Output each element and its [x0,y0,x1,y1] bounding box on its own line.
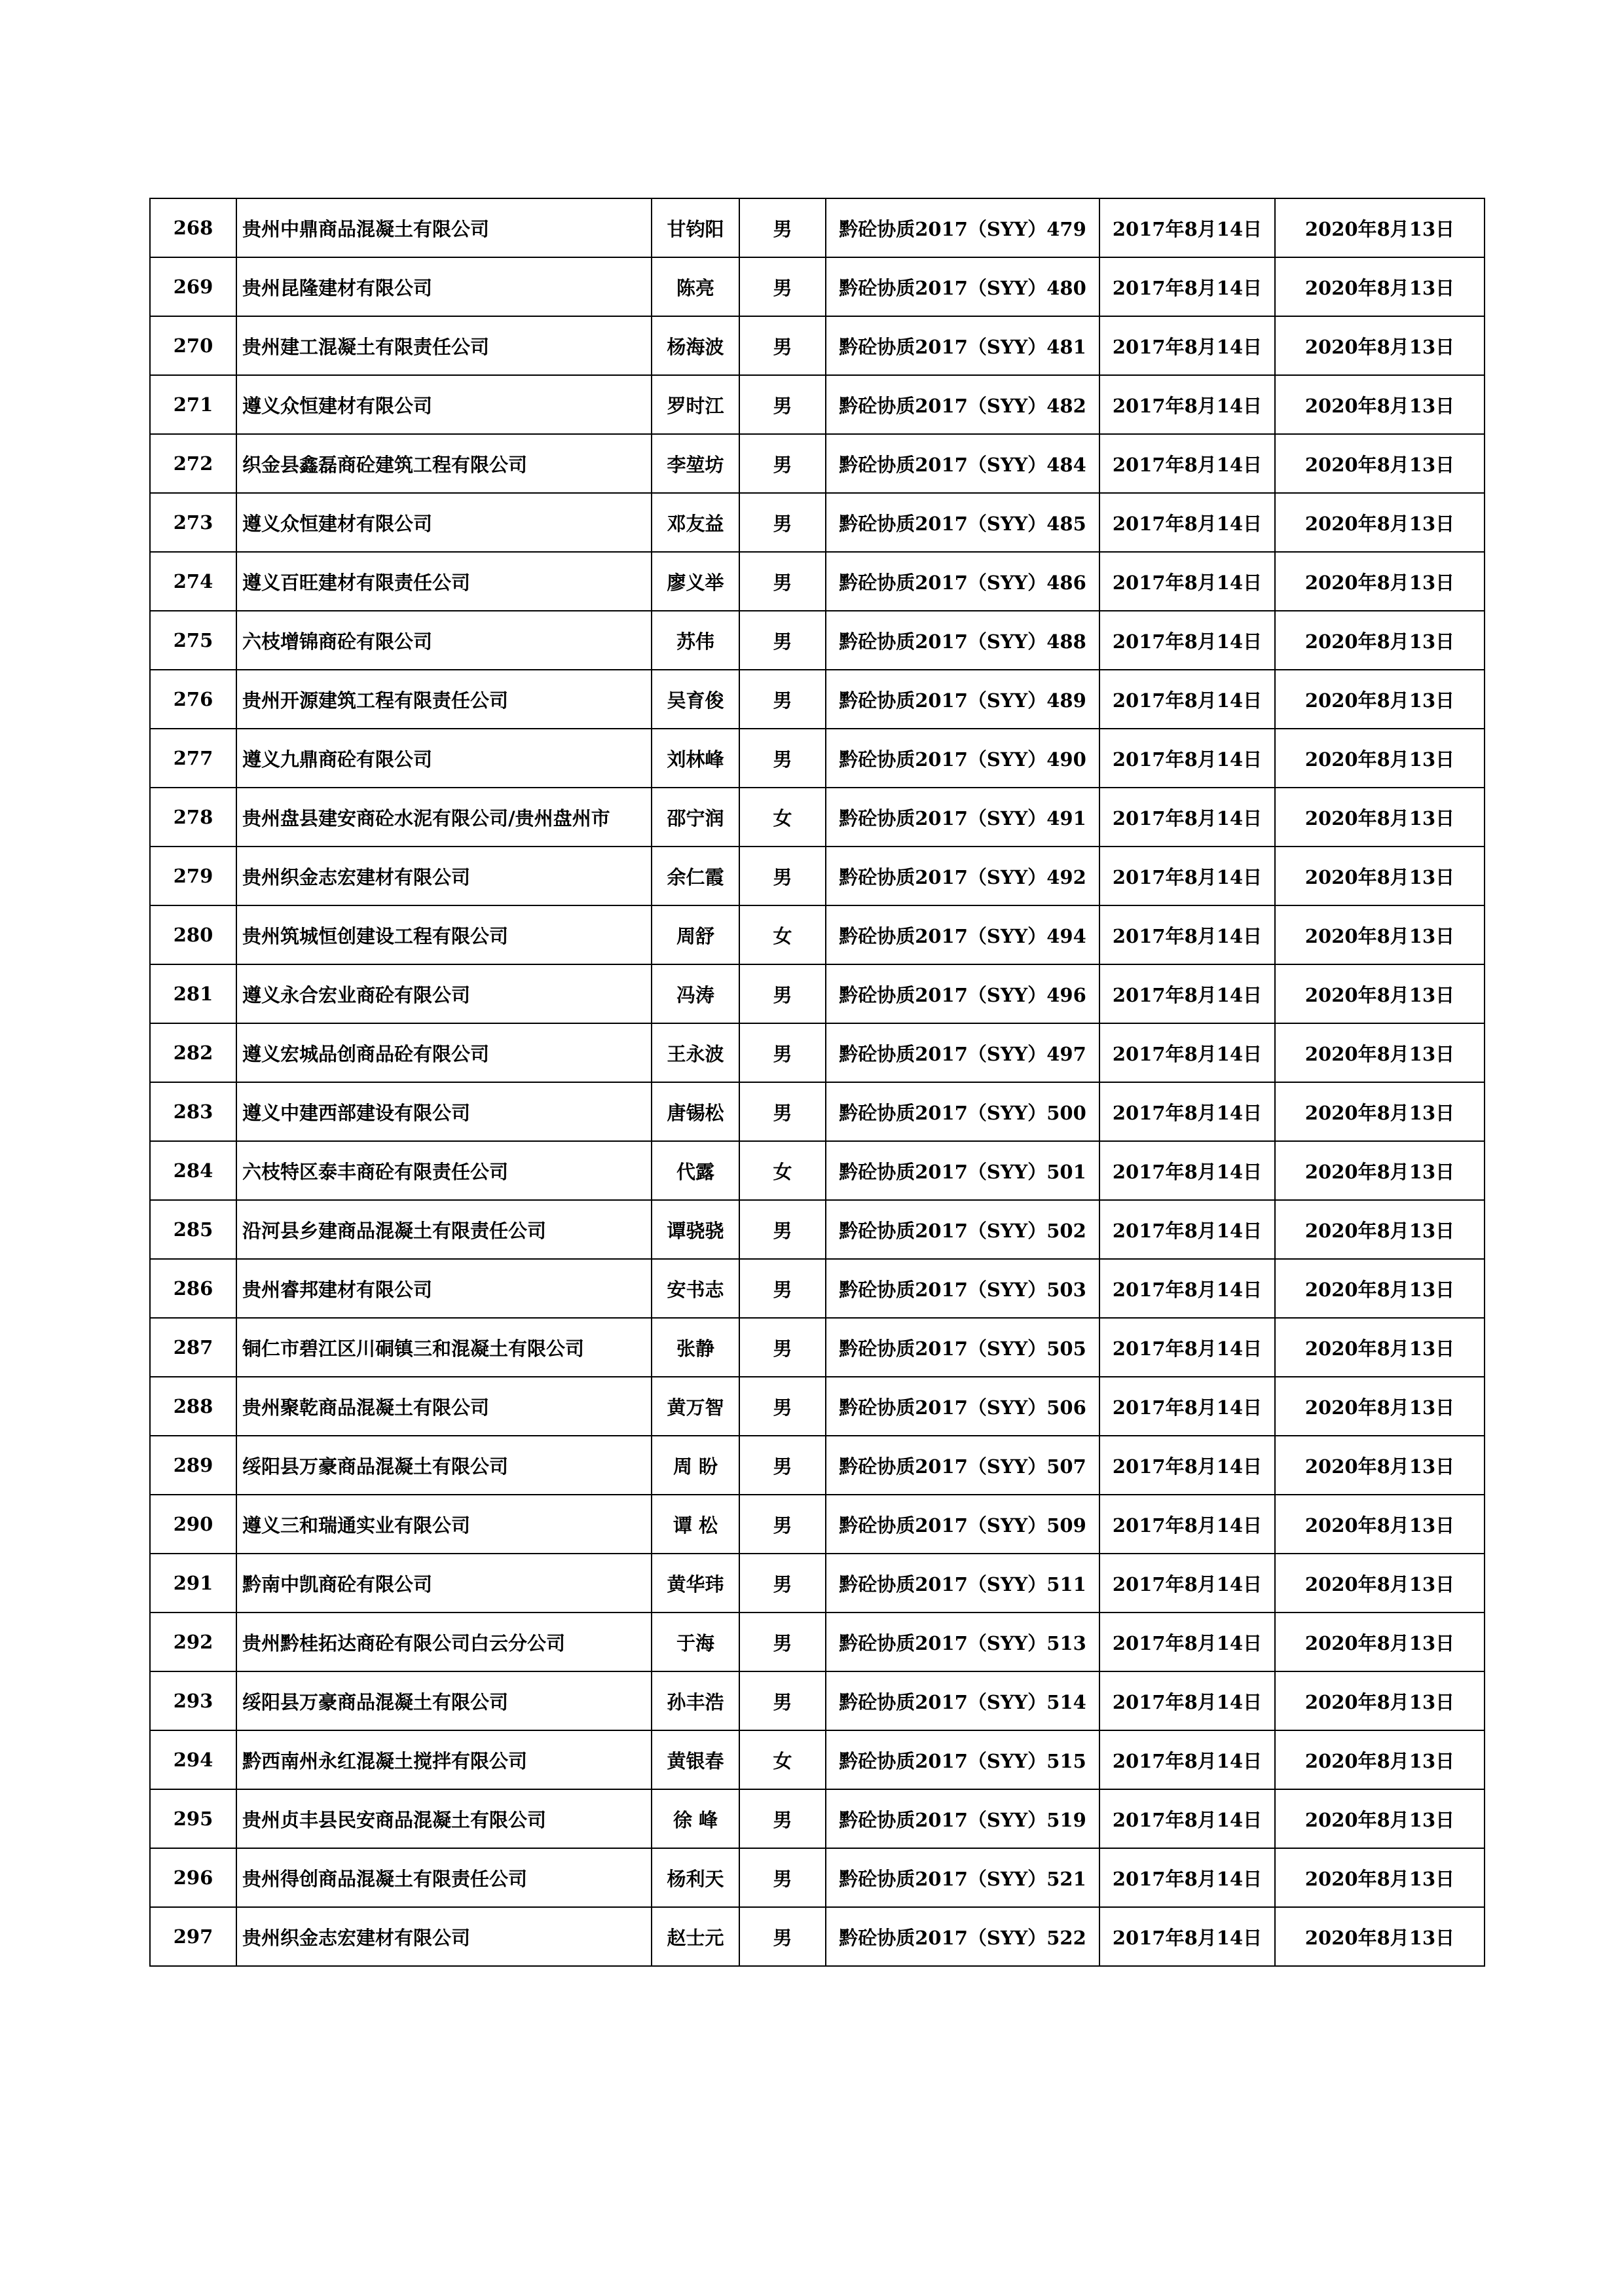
certificate-number: 黔砼协质2017（SYY）509 [826,1495,1099,1554]
gender: 男 [739,1082,826,1141]
expiry-date: 2020年8月13日 [1275,316,1485,375]
issue-date: 2017年8月14日 [1099,493,1275,552]
table-row [150,1377,1485,1436]
expiry-date: 2020年8月13日 [1275,788,1485,847]
table-row [150,434,1485,493]
issue-date: 2017年8月14日 [1099,257,1275,316]
gender: 男 [739,493,826,552]
row-number: 292 [150,1613,236,1671]
expiry-date: 2020年8月13日 [1275,198,1485,257]
table-row [150,1200,1485,1259]
issue-date: 2017年8月14日 [1099,1023,1275,1082]
certificate-number: 黔砼协质2017（SYY）496 [826,964,1099,1023]
table-row [150,1613,1485,1671]
table-row [150,316,1485,375]
expiry-date: 2020年8月13日 [1275,257,1485,316]
company-name: 贵州中鼎商品混凝土有限公司 [236,198,652,257]
expiry-date: 2020年8月13日 [1275,905,1485,964]
issue-date: 2017年8月14日 [1099,316,1275,375]
gender: 女 [739,1141,826,1200]
company-name: 贵州筑城恒创建设工程有限公司 [236,905,652,964]
expiry-date: 2020年8月13日 [1275,1023,1485,1082]
table-row [150,964,1485,1023]
certificate-number: 黔砼协质2017（SYY）511 [826,1554,1099,1613]
gender: 男 [739,1554,826,1613]
expiry-date: 2020年8月13日 [1275,434,1485,493]
company-name: 黔西南州永红混凝土搅拌有限公司 [236,1730,652,1789]
company-name: 绥阳县万豪商品混凝土有限公司 [236,1436,652,1495]
issue-date: 2017年8月14日 [1099,1082,1275,1141]
row-number: 287 [150,1318,236,1377]
issue-date: 2017年8月14日 [1099,552,1275,611]
certificate-number: 黔砼协质2017（SYY）506 [826,1377,1099,1436]
gender: 男 [739,847,826,905]
certificate-number: 黔砼协质2017（SYY）505 [826,1318,1099,1377]
table-row [150,1554,1485,1613]
table-body [150,198,1485,1966]
table-row [150,1141,1485,1200]
company-name: 贵州黔桂拓达商砼有限公司白云分公司 [236,1613,652,1671]
gender: 男 [739,611,826,670]
person-name: 于海 [652,1613,739,1671]
certificate-number: 黔砼协质2017（SYY）480 [826,257,1099,316]
person-name: 唐锡松 [652,1082,739,1141]
gender: 女 [739,788,826,847]
gender: 男 [739,434,826,493]
certificate-number: 黔砼协质2017（SYY）513 [826,1613,1099,1671]
person-name: 徐 峰 [652,1789,739,1848]
company-name: 贵州睿邦建材有限公司 [236,1259,652,1318]
table-row [150,1671,1485,1730]
row-number: 277 [150,729,236,788]
table-row [150,788,1485,847]
person-name: 周舒 [652,905,739,964]
certificate-number: 黔砼协质2017（SYY）515 [826,1730,1099,1789]
certificate-number: 黔砼协质2017（SYY）500 [826,1082,1099,1141]
issue-date: 2017年8月14日 [1099,1259,1275,1318]
expiry-date: 2020年8月13日 [1275,611,1485,670]
person-name: 安书志 [652,1259,739,1318]
company-name: 贵州贞丰县民安商品混凝土有限公司 [236,1789,652,1848]
person-name: 邓友益 [652,493,739,552]
person-name: 周 盼 [652,1436,739,1495]
row-number: 282 [150,1023,236,1082]
issue-date: 2017年8月14日 [1099,1495,1275,1554]
company-name: 黔南中凯商砼有限公司 [236,1554,652,1613]
issue-date: 2017年8月14日 [1099,847,1275,905]
expiry-date: 2020年8月13日 [1275,1789,1485,1848]
row-number: 289 [150,1436,236,1495]
person-name: 代露 [652,1141,739,1200]
row-number: 291 [150,1554,236,1613]
company-name: 织金县鑫磊商砼建筑工程有限公司 [236,434,652,493]
gender: 男 [739,1259,826,1318]
row-number: 281 [150,964,236,1023]
row-number: 280 [150,905,236,964]
issue-date: 2017年8月14日 [1099,1200,1275,1259]
row-number: 273 [150,493,236,552]
row-number: 290 [150,1495,236,1554]
table-row [150,905,1485,964]
table-row [150,1023,1485,1082]
person-name: 甘钧阳 [652,198,739,257]
person-name: 吴育俊 [652,670,739,729]
company-name: 贵州昆隆建材有限公司 [236,257,652,316]
person-name: 冯涛 [652,964,739,1023]
expiry-date: 2020年8月13日 [1275,964,1485,1023]
row-number: 294 [150,1730,236,1789]
table-row [150,1730,1485,1789]
certificate-number: 黔砼协质2017（SYY）494 [826,905,1099,964]
person-name: 王永波 [652,1023,739,1082]
person-name: 张静 [652,1318,739,1377]
gender: 男 [739,1023,826,1082]
issue-date: 2017年8月14日 [1099,434,1275,493]
expiry-date: 2020年8月13日 [1275,1495,1485,1554]
expiry-date: 2020年8月13日 [1275,1613,1485,1671]
issue-date: 2017年8月14日 [1099,375,1275,434]
expiry-date: 2020年8月13日 [1275,552,1485,611]
gender: 男 [739,552,826,611]
person-name: 黄银春 [652,1730,739,1789]
certificate-number: 黔砼协质2017（SYY）507 [826,1436,1099,1495]
table-row [150,375,1485,434]
certificate-number: 黔砼协质2017（SYY）497 [826,1023,1099,1082]
person-name: 余仁霞 [652,847,739,905]
company-name: 遵义百旺建材有限责任公司 [236,552,652,611]
gender: 男 [739,1671,826,1730]
certificate-number: 黔砼协质2017（SYY）514 [826,1671,1099,1730]
table-row [150,1907,1485,1966]
gender: 男 [739,1377,826,1436]
row-number: 288 [150,1377,236,1436]
expiry-date: 2020年8月13日 [1275,1907,1485,1966]
person-name: 黄华玮 [652,1554,739,1613]
row-number: 295 [150,1789,236,1848]
gender: 男 [739,1318,826,1377]
table-row [150,1436,1485,1495]
issue-date: 2017年8月14日 [1099,1730,1275,1789]
expiry-date: 2020年8月13日 [1275,493,1485,552]
expiry-date: 2020年8月13日 [1275,670,1485,729]
person-name: 孙丰浩 [652,1671,739,1730]
gender: 男 [739,1789,826,1848]
certificate-number: 黔砼协质2017（SYY）522 [826,1907,1099,1966]
certificate-number: 黔砼协质2017（SYY）479 [826,198,1099,257]
row-number: 278 [150,788,236,847]
company-name: 绥阳县万豪商品混凝土有限公司 [236,1671,652,1730]
certificate-table [149,198,1485,1967]
certificate-number: 黔砼协质2017（SYY）484 [826,434,1099,493]
gender: 男 [739,1200,826,1259]
expiry-date: 2020年8月13日 [1275,1671,1485,1730]
issue-date: 2017年8月14日 [1099,1907,1275,1966]
certificate-number: 黔砼协质2017（SYY）502 [826,1200,1099,1259]
issue-date: 2017年8月14日 [1099,1848,1275,1907]
row-number: 296 [150,1848,236,1907]
gender: 男 [739,198,826,257]
gender: 男 [739,316,826,375]
gender: 男 [739,729,826,788]
issue-date: 2017年8月14日 [1099,788,1275,847]
company-name: 遵义永合宏业商砼有限公司 [236,964,652,1023]
issue-date: 2017年8月14日 [1099,198,1275,257]
certificate-number: 黔砼协质2017（SYY）481 [826,316,1099,375]
gender: 男 [739,1907,826,1966]
company-name: 贵州织金志宏建材有限公司 [236,847,652,905]
issue-date: 2017年8月14日 [1099,964,1275,1023]
issue-date: 2017年8月14日 [1099,729,1275,788]
expiry-date: 2020年8月13日 [1275,1436,1485,1495]
expiry-date: 2020年8月13日 [1275,729,1485,788]
row-number: 270 [150,316,236,375]
row-number: 284 [150,1141,236,1200]
table-row [150,1082,1485,1141]
company-name: 遵义九鼎商砼有限公司 [236,729,652,788]
certificate-number: 黔砼协质2017（SYY）519 [826,1789,1099,1848]
table-row [150,257,1485,316]
row-number: 268 [150,198,236,257]
company-name: 遵义众恒建材有限公司 [236,493,652,552]
issue-date: 2017年8月14日 [1099,611,1275,670]
company-name: 贵州盘县建安商砼水泥有限公司/贵州盘州市 [236,788,652,847]
row-number: 285 [150,1200,236,1259]
expiry-date: 2020年8月13日 [1275,375,1485,434]
issue-date: 2017年8月14日 [1099,1554,1275,1613]
certificate-number: 黔砼协质2017（SYY）489 [826,670,1099,729]
gender: 男 [739,375,826,434]
company-name: 贵州织金志宏建材有限公司 [236,1907,652,1966]
person-name: 苏伟 [652,611,739,670]
row-number: 275 [150,611,236,670]
expiry-date: 2020年8月13日 [1275,1082,1485,1141]
row-number: 293 [150,1671,236,1730]
certificate-number: 黔砼协质2017（SYY）521 [826,1848,1099,1907]
table-row [150,729,1485,788]
expiry-date: 2020年8月13日 [1275,1318,1485,1377]
gender: 男 [739,670,826,729]
certificate-number: 黔砼协质2017（SYY）492 [826,847,1099,905]
expiry-date: 2020年8月13日 [1275,1730,1485,1789]
issue-date: 2017年8月14日 [1099,905,1275,964]
certificate-number: 黔砼协质2017（SYY）490 [826,729,1099,788]
row-number: 286 [150,1259,236,1318]
table-row [150,1318,1485,1377]
person-name: 邵宁润 [652,788,739,847]
company-name: 六枝增锦商砼有限公司 [236,611,652,670]
company-name: 沿河县乡建商品混凝土有限责任公司 [236,1200,652,1259]
gender: 女 [739,1730,826,1789]
company-name: 六枝特区泰丰商砼有限责任公司 [236,1141,652,1200]
expiry-date: 2020年8月13日 [1275,1554,1485,1613]
person-name: 李堃坊 [652,434,739,493]
table-row [150,1259,1485,1318]
expiry-date: 2020年8月13日 [1275,1377,1485,1436]
issue-date: 2017年8月14日 [1099,1377,1275,1436]
company-name: 铜仁市碧江区川硐镇三和混凝土有限公司 [236,1318,652,1377]
gender: 男 [739,1495,826,1554]
table-row [150,1495,1485,1554]
gender: 男 [739,1613,826,1671]
person-name: 杨海波 [652,316,739,375]
gender: 男 [739,1848,826,1907]
issue-date: 2017年8月14日 [1099,670,1275,729]
row-number: 271 [150,375,236,434]
gender: 男 [739,1436,826,1495]
company-name: 贵州得创商品混凝土有限责任公司 [236,1848,652,1907]
expiry-date: 2020年8月13日 [1275,1200,1485,1259]
expiry-date: 2020年8月13日 [1275,1141,1485,1200]
table-row [150,1789,1485,1848]
gender: 男 [739,964,826,1023]
person-name: 杨利天 [652,1848,739,1907]
row-number: 297 [150,1907,236,1966]
issue-date: 2017年8月14日 [1099,1436,1275,1495]
issue-date: 2017年8月14日 [1099,1789,1275,1848]
certificate-number: 黔砼协质2017（SYY）485 [826,493,1099,552]
issue-date: 2017年8月14日 [1099,1613,1275,1671]
expiry-date: 2020年8月13日 [1275,1259,1485,1318]
certificate-number: 黔砼协质2017（SYY）501 [826,1141,1099,1200]
issue-date: 2017年8月14日 [1099,1671,1275,1730]
table-row [150,198,1485,257]
row-number: 276 [150,670,236,729]
certificate-number: 黔砼协质2017（SYY）486 [826,552,1099,611]
gender: 男 [739,257,826,316]
company-name: 贵州聚乾商品混凝土有限公司 [236,1377,652,1436]
issue-date: 2017年8月14日 [1099,1318,1275,1377]
table-row [150,552,1485,611]
company-name: 遵义中建西部建设有限公司 [236,1082,652,1141]
row-number: 283 [150,1082,236,1141]
gender: 女 [739,905,826,964]
certificate-number: 黔砼协质2017（SYY）503 [826,1259,1099,1318]
person-name: 谭 松 [652,1495,739,1554]
table-row [150,611,1485,670]
certificate-number: 黔砼协质2017（SYY）488 [826,611,1099,670]
issue-date: 2017年8月14日 [1099,1141,1275,1200]
company-name: 遵义三和瑞通实业有限公司 [236,1495,652,1554]
table-row [150,1848,1485,1907]
company-name: 遵义宏城品创商品砼有限公司 [236,1023,652,1082]
person-name: 廖义举 [652,552,739,611]
row-number: 274 [150,552,236,611]
row-number: 272 [150,434,236,493]
table-row [150,670,1485,729]
table-row [150,847,1485,905]
certificate-number: 黔砼协质2017（SYY）491 [826,788,1099,847]
table-row [150,493,1485,552]
person-name: 刘林峰 [652,729,739,788]
person-name: 陈亮 [652,257,739,316]
company-name: 贵州开源建筑工程有限责任公司 [236,670,652,729]
row-number: 269 [150,257,236,316]
person-name: 谭骁骁 [652,1200,739,1259]
company-name: 贵州建工混凝土有限责任公司 [236,316,652,375]
row-number: 279 [150,847,236,905]
expiry-date: 2020年8月13日 [1275,1848,1485,1907]
certificate-number: 黔砼协质2017（SYY）482 [826,375,1099,434]
person-name: 赵士元 [652,1907,739,1966]
company-name: 遵义众恒建材有限公司 [236,375,652,434]
expiry-date: 2020年8月13日 [1275,847,1485,905]
person-name: 罗时江 [652,375,739,434]
person-name: 黄万智 [652,1377,739,1436]
